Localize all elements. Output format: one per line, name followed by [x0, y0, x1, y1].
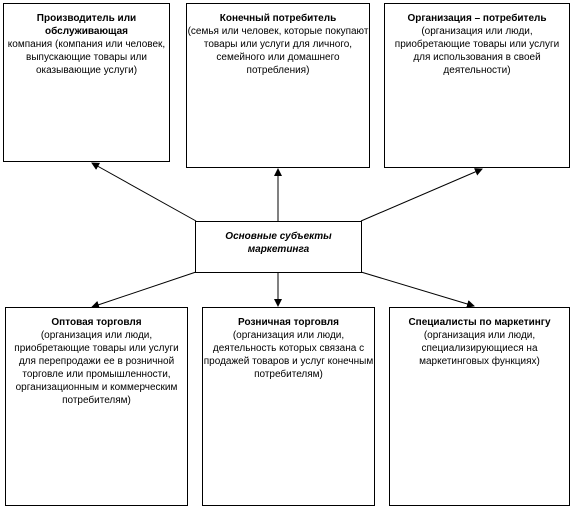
wholesale-title: Оптовая торговля	[51, 317, 142, 328]
producer-desc: компания (компания или человек, выпускающие товары или оказывающие услуги)	[7, 39, 166, 76]
consumer-box	[186, 3, 370, 168]
producer-title: Производитель или обслуживающая	[36, 13, 137, 37]
org-consumer-box	[384, 3, 570, 168]
arrow-to-marketers	[361, 272, 474, 306]
arrow-to-org-consumer	[361, 169, 482, 221]
retail-box	[202, 307, 375, 506]
center-box	[195, 221, 362, 273]
marketers-title: Специалисты по маркетингу	[408, 317, 551, 328]
producer-box	[3, 3, 170, 162]
marketers-desc: (организация или люди, специализирующиеся на маркетинговых функциях)	[419, 330, 540, 367]
consumer-desc: (семья или человек, которые покупают товары или услуги для личного, семейного или домашнего потребления)	[187, 26, 369, 76]
consumer-title: Конечный потребитель	[219, 13, 337, 24]
retail-title: Розничная торговля	[238, 317, 339, 328]
marketers-box	[389, 307, 570, 506]
org-consumer-desc: (организация или люди, приобретающие товары или услуги для использования в своей деятельности)	[394, 26, 560, 76]
arrow-to-producer	[92, 163, 196, 221]
wholesale-box	[5, 307, 188, 506]
arrow-to-wholesale	[92, 272, 196, 307]
wholesale-desc: (организация или люди, приобретающие товары или услуги для перепродажи ее в розничной торговле или промышленности, организационным и коммерческим потребителям)	[14, 330, 179, 406]
org-consumer-title: Организация – потребитель	[407, 13, 547, 24]
center-title: Основные субъекты маркетинга	[225, 231, 332, 255]
retail-desc: (организация или люди, деятельность которых связана с продажей товаров и услуг конечным потребителям)	[203, 330, 374, 380]
